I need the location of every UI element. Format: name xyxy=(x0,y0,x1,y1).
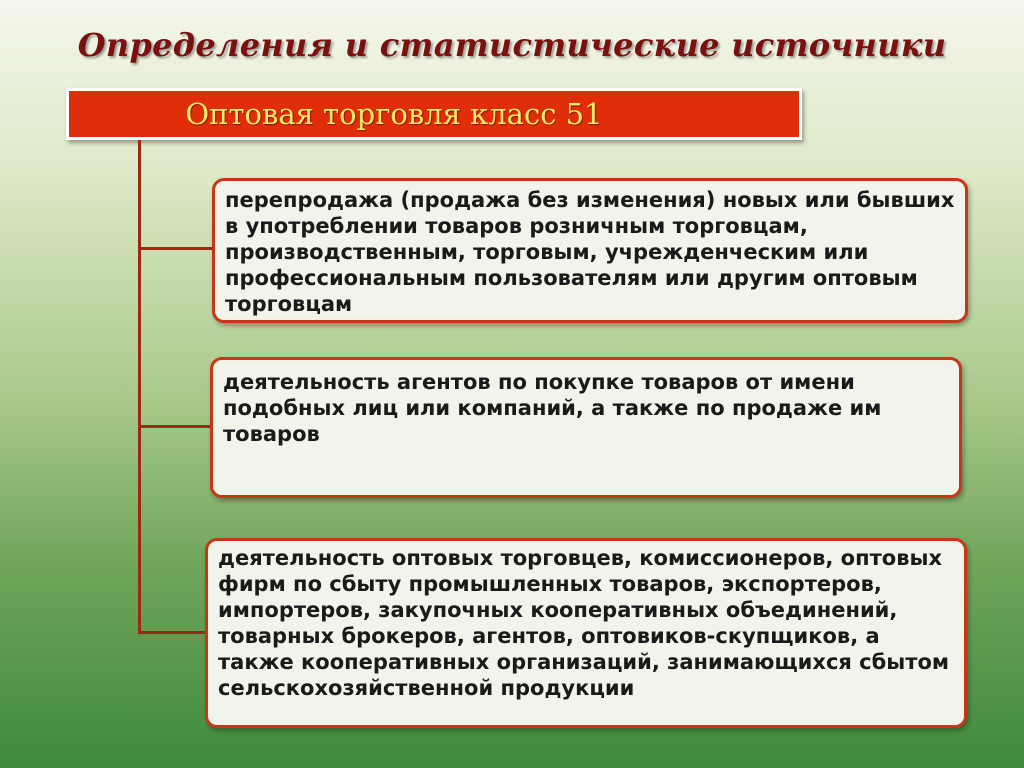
definition-card-2 xyxy=(210,357,962,498)
connector-vertical xyxy=(138,140,141,634)
definition-text-3: деятельность оптовых торговцев, комиссионеров, оптовых фирм по сбыту промышленных товаров, экспортеров, импортеров, закупочных кооперативных объединений, товарных брокеров, агентов, оптовиков-скупщиков, а также кооперативных организаций, занимающихся сбытом сельскохозяйственной продукции xyxy=(218,546,950,700)
category-header xyxy=(66,88,802,140)
connector-branch-1 xyxy=(138,247,214,250)
definition-text-2: деятельность агентов по покупке товаров от имени подобных лиц или компаний, а также по продаже им товаров xyxy=(223,370,882,446)
slide-title: Определения и статистические источники xyxy=(77,26,947,64)
definition-card-3 xyxy=(205,538,967,728)
definition-text-1: перепродажа (продажа без изменения) новых или бывших в употреблении товаров розничным торговцам, производственным, торговым, учрежденческим или профессиональным пользователям или другим оптовым торговцам xyxy=(225,188,955,316)
definition-card-1 xyxy=(212,178,968,323)
category-header-text: Оптовая торговля класс 51 xyxy=(185,97,603,131)
connector-branch-2 xyxy=(138,425,211,428)
connector-branch-3 xyxy=(138,631,208,634)
